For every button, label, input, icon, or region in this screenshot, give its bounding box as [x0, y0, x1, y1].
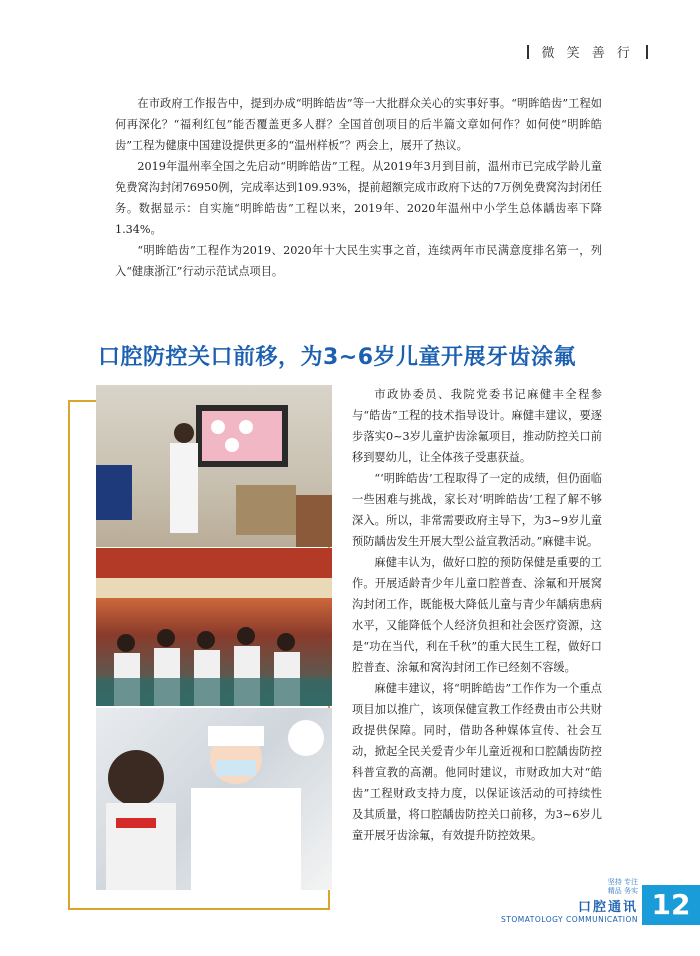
section-tag — [523, 42, 652, 61]
divider — [646, 45, 648, 59]
paragraph: 2019年温州率全国之先启动“明眸皓齿”工程。从2019年3月到目前，温州市已完成学龄儿童免费窝沟封闭76950例，完成率达到109.93%，提前超额完成市政府下达的7万例免费窝沟封闭任务。数据显示：自实施“明眸皓齿”工程以来，2019年、2020年温州中小学生总体龋齿率下降1.34%。 — [115, 160, 602, 236]
paragraph: “明眸皓齿”工程作为2019、2020年十大民生实事之首，连续两年市民满意度排名第一，列入“健康浙江”行动示范试点项目。 — [115, 244, 602, 278]
magazine-english-title: STOMATOLOGY COMMUNICATION — [501, 915, 638, 924]
magazine-title: 口腔通讯 — [577, 900, 638, 915]
paragraph: 麻健丰建议，将“明眸皓齿”工作作为一个重点项目加以推广，该项保健宣教工作经费由市公共财政提供保障。同时，借助各种媒体宣传、社会互动，掀起全民关爱青少年儿童近视和口腔龋齿防控科普宣教的高潮。他同时建议，市财政加大对“皓齿”工程财政支持力度，以保证该活动的可持续性及其质量，将口腔龋齿防控关口前移，为3~6岁儿童开展牙齿涂氟，有效提升防控效果。 — [352, 682, 602, 842]
photo-classroom — [96, 548, 332, 706]
photo-lecture — [96, 385, 332, 547]
intro-text — [115, 93, 602, 282]
article-headline: 口腔防控关口前移，为3~6岁儿童开展牙齿涂氟 — [98, 345, 577, 370]
page-number: 12 — [642, 885, 700, 925]
divider — [527, 45, 529, 59]
photo-dental-exam — [96, 708, 332, 890]
magazine-logo — [470, 878, 638, 924]
slogan-line: 精品 务实 — [607, 887, 638, 895]
paragraph: 麻健丰认为，做好口腔的预防保健是重要的工作。开展适龄青少年儿童口腔普查、涂氟和开展窝沟封闭工作，既能极大降低儿童与青少年龋病患病水平，又能降低个人经济负担和社会医疗资源，这是“功在当代，利在千秋”的重大民生工程，做好口腔普查、涂氟和窝沟封闭工作已经刻不容缓。 — [352, 556, 602, 674]
section-tag-label: 微 笑 善 行 — [541, 46, 634, 61]
paragraph: “‘明眸皓齿’工程取得了一定的成绩，但仍面临一些困难与挑战，家长对‘明眸皓齿’工程了解不够深入。所以，非常需要政府主导下，为3~9岁儿童预防龋齿发生开展大型公益宣教活动。”麻健丰说。 — [352, 472, 602, 548]
slogan-line: 坚持 专注 — [607, 878, 638, 886]
article-body — [352, 384, 602, 846]
paragraph: 市政协委员、我院党委书记麻健丰全程参与“皓齿”工程的技术指导设计。麻健丰建议，要逐步落实0~3岁儿童护齿涂氟项目，推动防控关口前移到婴幼儿，让全体孩子受惠获益。 — [352, 388, 602, 464]
paragraph: 在市政府工作报告中，提到办成“明眸皓齿”等一大批群众关心的实事好事。“明眸皓齿”工程如何再深化？“福利红包”能否覆盖更多人群？全国首创项目的后半篇文章如何作？如何使“明眸皓齿”工程为健康中国建设提供更多的“温州样板”？两会上，展开了热议。 — [115, 97, 602, 152]
